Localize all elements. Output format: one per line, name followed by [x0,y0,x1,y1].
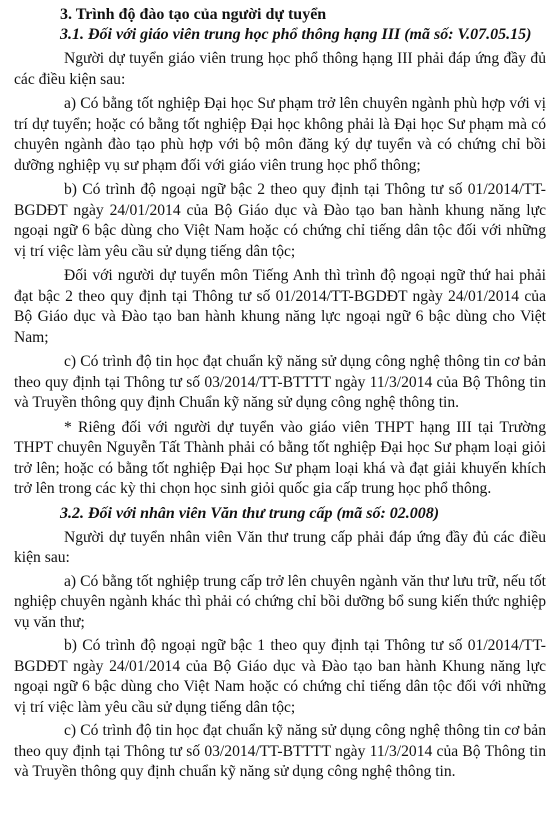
subsection-heading-clerk: 3.2. Đối với nhân viên Văn thư trung cấp (mã số: 02.008) [60,504,440,522]
paragraph-special-note: * Riêng đối với người dự tuyển vào giáo viên THPT hạng III tại Trường THPT chuyên Nguyễn Tất Thành phải có bằng tốt nghiệp Đại học Sư phạm loại giỏi trở lên; hoặc có bằng tốt nghiệp Đại học Sư phạm loại khá và đạt giải khuyến khích trở lên trong các kỳ thi chọn học sinh giỏi quốc gia cấp trung học phổ thông. [14,418,546,497]
paragraph-english-note: Đối với người dự tuyển môn Tiếng Anh thì trình độ ngoại ngữ thứ hai phải đạt bậc 2 theo quy định tại Thông tư số 01/2014/TT-BGDĐT ngày 24/01/2014 của Bộ Giáo dục và Đào tạo ban hành khung năng lực ngoại ngữ 6 bậc dùng cho Việt Nam; [14,267,546,346]
paragraph-condition-a: a) Có bằng tốt nghiệp trung cấp trở lên chuyên ngành văn thư lưu trữ, nếu tốt nghiệp chuyên ngành khác thì phải có chứng chỉ bồi dưỡng bổ sung kiến thức nghiệp vụ văn thư; [14,572,546,631]
paragraph-condition-b: b) Có trình độ ngoại ngữ bậc 1 theo quy định tại Thông tư số 01/2014/TT-BGDĐT ngày 24/01/2014 của Bộ Giáo dục và Đào tạo ban hành Khung năng lực ngoại ngữ 6 bậc dùng cho Việt Nam hoặc có chứng chỉ tiếng dân tộc đối với những vị trí việc làm yêu cầu sử dụng tiếng dân tộc; [14,637,546,716]
paragraph-condition-c: c) Có trình độ tin học đạt chuẩn kỹ năng sử dụng công nghệ thông tin cơ bản theo quy định tại Thông tư số 03/2014/TT-BTTTT ngày 11/3/2014 của Bộ Thông tin và Truyền thông quy định Chuẩn kỹ năng sử dụng công nghệ thông tin. [14,353,546,411]
paragraph-condition-b: b) Có trình độ ngoại ngữ bậc 2 theo quy định tại Thông tư số 01/2014/TT-BGDĐT ngày 24/01/2014 của Bộ Giáo dục và Đào tạo ban hành khung năng lực ngoại ngữ 6 bậc dùng cho Việt Nam hoặc có chứng chỉ tiếng dân tộc đối với những vị trí việc làm yêu cầu sử dụng tiếng dân tộc; [14,181,546,260]
paragraph-intro: Người dự tuyển giáo viên trung học phổ thông hạng III phải đáp ứng đầy đủ các điều kiện sau: [14,50,546,88]
paragraph-condition-a: a) Có bằng tốt nghiệp Đại học Sư phạm trở lên chuyên ngành phù hợp với vị trí dự tuyển; hoặc có bằng tốt nghiệp Đại học không phải là Đại học Sư phạm mà có chuyên ngành đào tạo phù hợp với bộ môn đăng ký dự tuyển và có chứng chỉ bồi dưỡng nghiệp vụ sư phạm đối với giáo viên trung học phổ thông; [14,95,546,174]
subsection-heading-teacher: 3.1. Đối với giáo viên trung học phổ thông hạng III (mã số: V.07.05.15) [60,26,532,43]
paragraph-condition-c: c) Có trình độ tin học đạt chuẩn kỹ năng sử dụng công nghệ thông tin cơ bản theo quy định tại Thông tư số 03/2014/TT-BTTTT ngày 11/3/2014 của Bộ Thông tin và Truyền thông quy định chuẩn kỹ năng sử dụng công nghệ thông tin. [14,722,546,780]
paragraph-intro: Người dự tuyển nhân viên Văn thư trung cấp phải đáp ứng đầy đủ các điều kiện sau: [14,528,546,566]
section-heading: 3. Trình độ đào tạo của người dự tuyển [60,6,327,23]
